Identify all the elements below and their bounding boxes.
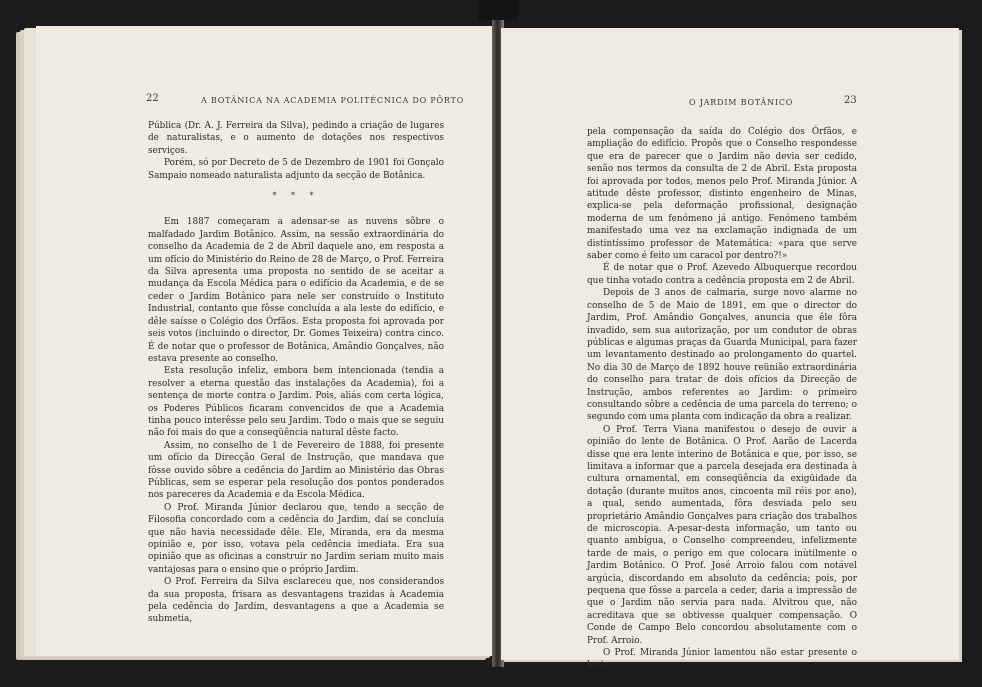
right-paragraph: Depois de 3 anos de calmaria, surge novo alarme no conselho de 5 de Maio de 1891, em que o director do Jardim, Prof. Amândio Gonçalves, anuncia que êle fôra invadido, sem sua autorização, por um condutor de obras públicas e algumas praças da Guarda Municipal, para fazer um levantamento destinado ao prolongamento do quartel. No dia 30 de Março de 1892 houve reünião extraordinária do conselho para tratar de dois ofícios da Direcção de Instrução, ambos referentes ao Jardim: o primeiro consultando sôbre a cedência de uma parcela do terreno; o segundo com uma planta com indicação da obra a realizar.: [587, 288, 857, 423]
left-page: [36, 26, 494, 656]
left-paragraph: O Prof. Ferreira da Silva esclareceu que, nos considerandos da sua proposta, frisara as desvantagens trazidas à Academia pela cedência do Jardim, desvantagens a que a Academia se submetia,: [148, 577, 444, 625]
left-page-number: 22: [146, 93, 159, 104]
right-text-column: [587, 126, 857, 672]
right-page-number: 23: [844, 95, 857, 106]
left-paragraph: Em 1887 começaram a adensar-se as nuvens sôbre o malfadado Jardim Botânico. Assim, na sessão extraordinária do conselho da Academia de 2 de Abril daquele ano, em resposta a um ofício do Ministério do Reino de 28 de Março, o Prof. Ferreira da Silva apresenta uma proposta no sentido de se aceitar a mudança da Escola Médica para o edifício da Academia, e de se ceder o Jardim Botânico para nele ser construído o Instituto Industrial, contanto que fôsse concluída a ala leste do edifício, e dêle saísse o Colégio dos Órfãos. Esta proposta foi aprovada por seis votos (incluindo o director, Dr. Gomes Teixeira) contra cinco. É de notar que o professor de Botânica, Amândio Gonçalves, não estava presente ao conselho.: [148, 217, 444, 364]
left-running-head: A BOTÂNICA NA ACADEMIA POLITÉCNICA DO PÔRTO: [201, 96, 465, 105]
right-running-head: O JARDIM BOTÂNICO: [689, 98, 794, 107]
right-page: [501, 28, 959, 671]
left-section-separator: * * *: [272, 191, 320, 201]
left-paragraph: Porém, só por Decreto de 5 de Dezembro de 1901 foi Gonçalo Sampaio nomeado naturalista adjunto da secção de Botânica.: [148, 158, 444, 181]
right-paragraph: É de notar que o Prof. Azevedo Albuquerque recordou que tinha votado contra a cedência proposta em 2 de Abril.: [587, 263, 857, 286]
left-paragraph: Esta resolução infeliz, embora bem intencionada (tendia a resolver a eterna questão das instalações da Academia), foi a sentença de morte contra o Jardim. Pois, aliás com certa lógica, os Poderes Públicos ficaram convencidos de que a Academia tinha pouco interêsse pelo seu Jardim. Todo o mais que se seguiu não foi mais do que a conseqüência natural dêste facto.: [148, 366, 444, 439]
right-paragraph: O Prof. Terra Viana manifestou o desejo de ouvir a opinião do lente de Botânica. O Prof. Aarão de Lacerda disse que era lente interino de Botânica e que, por isso, se limitava a informar que a parcela desejada era destinada à cultura ornamental, em conseqüência da exigüidade da dotação (durante muitos anos, cincoenta mil réis por ano), a qual, sendo aumentada, fôra desviada pelo seu proprietário Amândio Gonçalves para criação dos trabalhos de microscopia. A-pesar-desta informação, um tanto ou quanto ambígua, o Conselho compreendeu, infelizmente tarde de mais, o perigo em que colocara inùtilmente o Jardim Botânico. O Prof. José Arroio falou com notável argúcia, discordando em absoluto da cedência; pois, por pequena que fôsse a parcela a ceder, daria a impressão de que o Jardim não servia para nada. Alvitrou que, não acreditava que se obtivesse qualquer compensação. O Conde de Campo Belo concordou absolutamente com o Prof. Arroio.: [587, 424, 857, 646]
right-paragraph: pela compensação da saída do Colégio dos Órfãos, e ampliação do edifício. Propôs que o Conselho respondesse que era de parecer que o Jardim não devia ser cedido, senão nos termos da consulta de 2 de Abril. Esta proposta foi aprovada por todos, menos pelo Prof. Miranda Júnior. A atitude dêste professor, distinto engenheiro de Minas, explica-se pela deformação profissional, designação moderna de um fenómeno já antigo. Fenómeno também manifestado uma vez na exclamação indignada de um distintíssimo professor de Matemática: «para que serve saber como é feito um caracol por dentro?!»: [587, 127, 857, 262]
right-paragraph: O Prof. Miranda Júnior lamentou não estar presente o lente: [587, 648, 857, 671]
left-text-column: [148, 120, 444, 626]
book-spine-shadow: [478, 0, 518, 20]
left-paragraph: Pública (Dr. A. J. Ferreira da Silva), pedindo a criação de lugares de naturalistas, e o aumento de dotações nos respectivos serviços.: [148, 121, 444, 156]
left-paragraph: O Prof. Miranda Júnior declarou que, tendo a secção de Filosofia concordado com a cedência do Jardim, daí se concluía que não havia necessidade dêle. Ele, Miranda, era da mesma opinião e, por isso, votava pela cedência imediata. Era sua opinião que as oficinas a construir no Jardim seriam muito mais vantajosas para o ensino que o próprio Jardim.: [148, 502, 444, 575]
left-paragraph: Assim, no conselho de 1 de Fevereiro de 1888, foi presente um ofício da Direcção Geral de Instrução, que mandava que fôsse ouvido sôbre a cedência do Jardim ao Ministério das Obras Públicas, sem se esperar pela resolução dos pontos ponderados nos pareceres da Academia e da Escola Médica.: [148, 440, 444, 501]
